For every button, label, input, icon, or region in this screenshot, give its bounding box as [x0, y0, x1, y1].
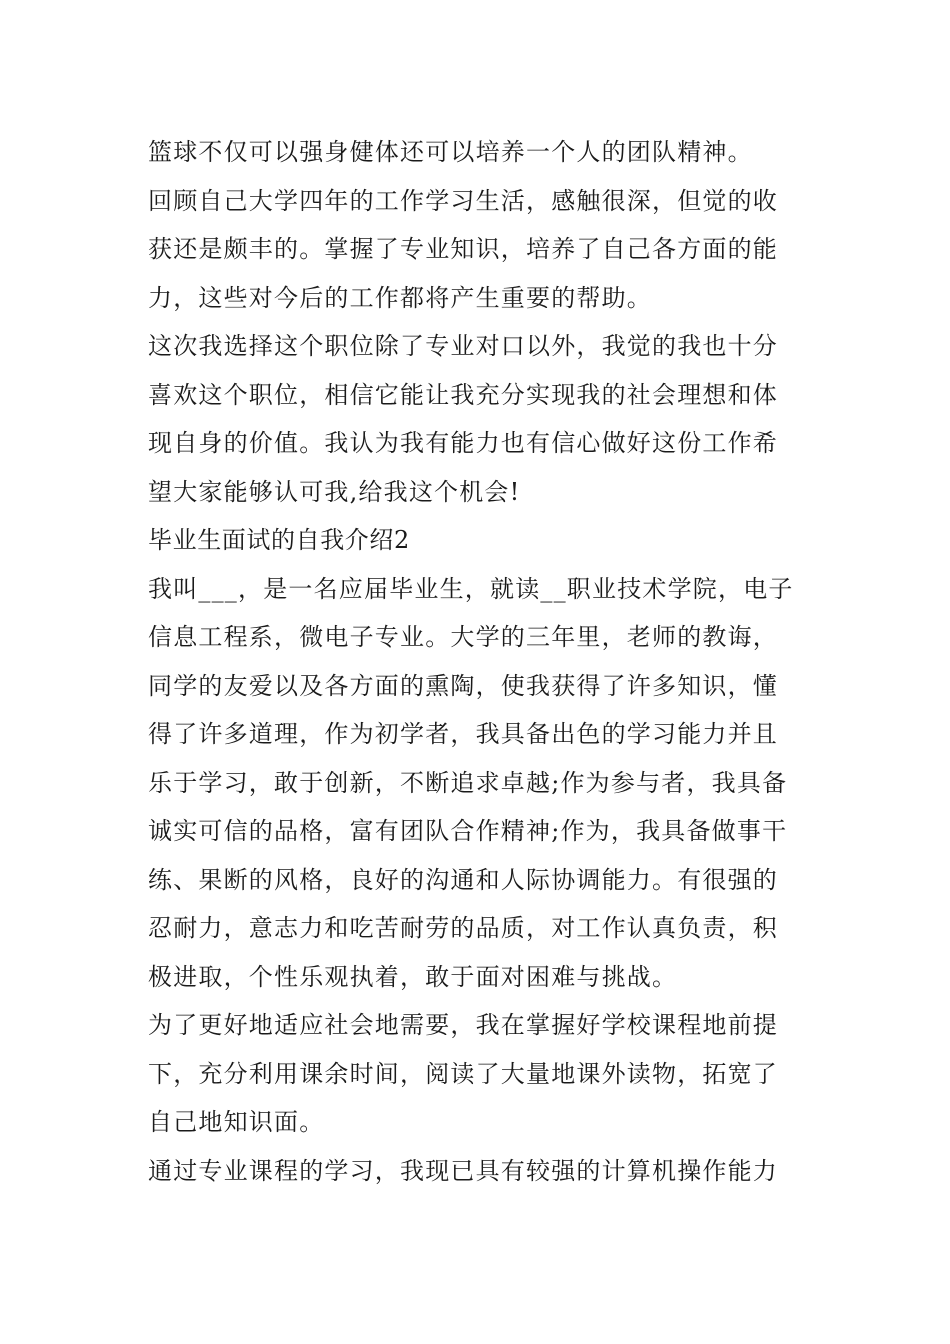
text-line: 回顾自己大学四年的工作学习生活，感触很深，但觉的收: [148, 186, 778, 215]
text-line: 下，充分利用课余时间，阅读了大量地课外读物，拓宽了: [148, 1059, 778, 1088]
text-line: 诚实可信的品格，富有团队合作精神;作为，我具备做事干: [148, 817, 788, 845]
text-line: 极进取，个性乐观执着，敢于面对困难与挑战。: [148, 962, 678, 991]
text-line: 得了许多道理，作为初学者，我具备出色的学习能力并且: [148, 720, 778, 748]
text-line: 自己地知识面。: [148, 1108, 325, 1136]
text-line: 望大家能够认可我,给我这个机会!: [148, 477, 521, 506]
text-line: 这次我选择这个职位除了专业对口以外，我觉的我也十分: [148, 332, 778, 360]
section-heading: 毕业生面试的自我介绍2: [148, 526, 410, 554]
text-line: 现自身的价值。我认为我有能力也有信心做好这份工作希: [148, 429, 778, 457]
text-line: 为了更好地适应社会地需要，我在掌握好学校课程地前提: [148, 1011, 778, 1039]
text-line: 乐于学习，敢于创新，不断追求卓越;作为参与者，我具备: [148, 768, 788, 797]
text-line: 力，这些对今后的工作都将产生重要的帮助。: [148, 283, 652, 312]
text-line: 练、果断的风格，良好的沟通和人际协调能力。有很强的: [148, 865, 778, 894]
text-line: 通过专业课程的学习，我现已具有较强的计算机操作能力: [148, 1156, 778, 1185]
text-line: 获还是颇丰的。掌握了专业知识，培养了自己各方面的能: [148, 235, 778, 263]
text-line: 同学的友爱以及各方面的熏陶，使我获得了许多知识，懂: [148, 671, 778, 700]
text-line: 喜欢这个职位，相信它能让我充分实现我的社会理想和体: [148, 380, 778, 409]
text-line: 忍耐力，意志力和吃苦耐劳的品质，对工作认真负责，积: [148, 914, 778, 942]
document-page: [148, 128, 812, 1195]
text-line: 信息工程系，微电子专业。大学的三年里，老师的教诲，: [148, 623, 778, 651]
text-line: 我叫___，是一名应届毕业生，就读__职业技术学院，电子: [148, 574, 794, 603]
text-line: 篮球不仅可以强身健体还可以培养一个人的团队精神。: [148, 138, 753, 166]
